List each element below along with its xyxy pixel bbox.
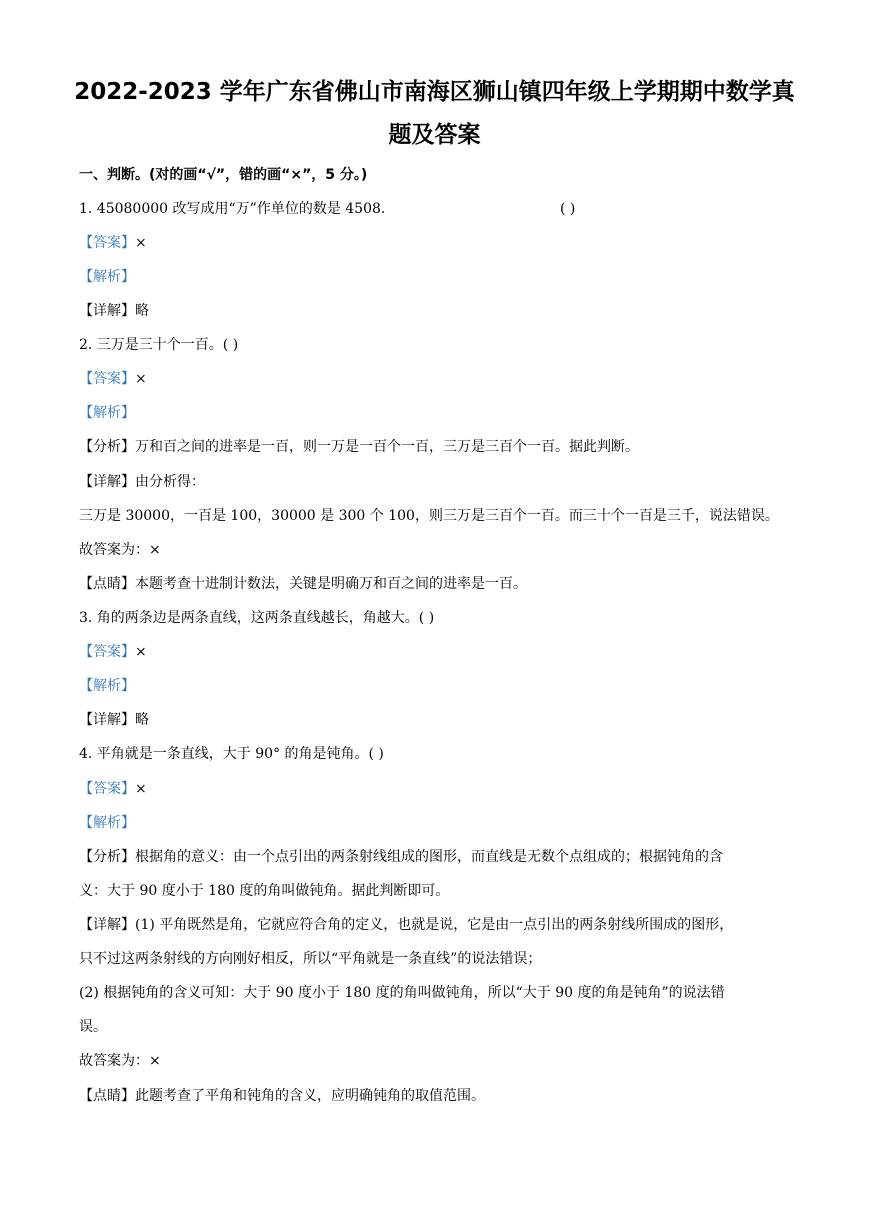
question-4-detail	[79, 916, 733, 934]
comment-tag: 【点睛】	[79, 576, 135, 592]
question-2-detail	[79, 473, 205, 491]
detail-text: 略	[135, 712, 149, 728]
question-2-answer	[79, 370, 147, 388]
comment-tag: 【点睛】	[79, 1088, 135, 1104]
question-3-analysis-tag: 【解析】	[79, 678, 135, 694]
detail-tag: 【详解】	[79, 712, 135, 728]
question-4-analysis-tag: 【解析】	[79, 815, 135, 831]
detail-text: 由分析得：	[135, 474, 205, 490]
question-1	[79, 200, 576, 218]
question-4-fenxi-continued: 义：大于 90 度小于 180 度的角叫做钝角。据此判断即可。	[79, 883, 450, 899]
answer-value: ×	[135, 781, 147, 797]
answer-value: ×	[135, 235, 147, 251]
detail-text: (1) 平角既然是角，它就应符合角的定义，也就是说，它是由一点引出的两条射线所围成的图形，	[135, 917, 734, 933]
answer-tag: 【答案】	[79, 371, 135, 387]
question-4-detail-line-2: 只不过这两条射线的方向刚好相反，所以“平角就是一条直线”的说法错误；	[79, 951, 542, 967]
detail-tag: 【详解】	[79, 474, 135, 490]
question-4-comment	[79, 1087, 485, 1105]
document-title-line-2: 题及答案	[388, 122, 481, 148]
answer-value: ×	[135, 371, 147, 387]
answer-value: ×	[135, 644, 147, 660]
question-2-text: 2. 三万是三十个一百。( )	[79, 337, 239, 353]
question-2-fenxi	[79, 438, 639, 456]
question-2-analysis-tag: 【解析】	[79, 405, 135, 421]
answer-tag: 【答案】	[79, 781, 135, 797]
fenxi-tag: 【分析】	[79, 439, 135, 455]
question-4-text: 4. 平角就是一条直线，大于 90° 的角是钝角。( )	[79, 746, 384, 762]
question-4-detail-line-4: 误。	[79, 1019, 107, 1035]
question-2-detail-line: 三万是 30000，一百是 100，30000 是 300 个 100，则三万是三百个一百。而三十个一百是三千，说法错误。	[79, 508, 779, 524]
question-1-analysis-tag: 【解析】	[79, 269, 135, 285]
detail-tag: 【详解】	[79, 917, 135, 933]
answer-tag: 【答案】	[79, 644, 135, 660]
question-3-answer	[79, 643, 147, 661]
detail-text: 略	[135, 303, 149, 319]
question-1-answer	[79, 234, 147, 252]
question-3-detail	[79, 711, 149, 729]
answer-tag: 【答案】	[79, 235, 135, 251]
comment-text: 本题考查十进制计数法，关键是明确万和百之间的进率是一百。	[135, 576, 527, 592]
question-1-text: 1. 45080000 改写成用“万”作单位的数是 4508.	[79, 201, 386, 217]
question-4-fenxi	[79, 848, 723, 866]
fenxi-tag: 【分析】	[79, 849, 135, 865]
question-2-conclusion: 故答案为：×	[79, 542, 161, 558]
question-2-comment	[79, 575, 527, 593]
question-4-conclusion: 故答案为：×	[79, 1053, 161, 1069]
document-title-line-1: 2022-2023 学年广东省佛山市南海区狮山镇四年级上学期期中数学真	[74, 79, 795, 105]
comment-text: 此题考查了平角和钝角的含义，应明确钝角的取值范围。	[135, 1088, 485, 1104]
fenxi-text: 万和百之间的进率是一百，则一万是一百个一百，三万是三百个一百。据此判断。	[135, 439, 639, 455]
question-4-answer	[79, 780, 147, 798]
question-4-detail-line-3: (2) 根据钝角的含义可知：大于 90 度小于 180 度的角叫做钝角，所以“大于 90 度的角是钝角”的说法错	[79, 985, 725, 1001]
detail-tag: 【详解】	[79, 303, 135, 319]
question-1-detail	[79, 302, 149, 320]
question-1-answer-blank: ( )	[560, 201, 576, 217]
question-3-text: 3. 角的两条边是两条直线，这两条直线越长，角越大。( )	[79, 610, 435, 626]
fenxi-text: 根据角的意义：由一个点引出的两条射线组成的图形，而直线是无数个点组成的；根据钝角的含	[135, 849, 723, 865]
section-heading-judgement: 一、判断。(对的画“√”，错的画“×”，5 分。)	[79, 167, 368, 183]
